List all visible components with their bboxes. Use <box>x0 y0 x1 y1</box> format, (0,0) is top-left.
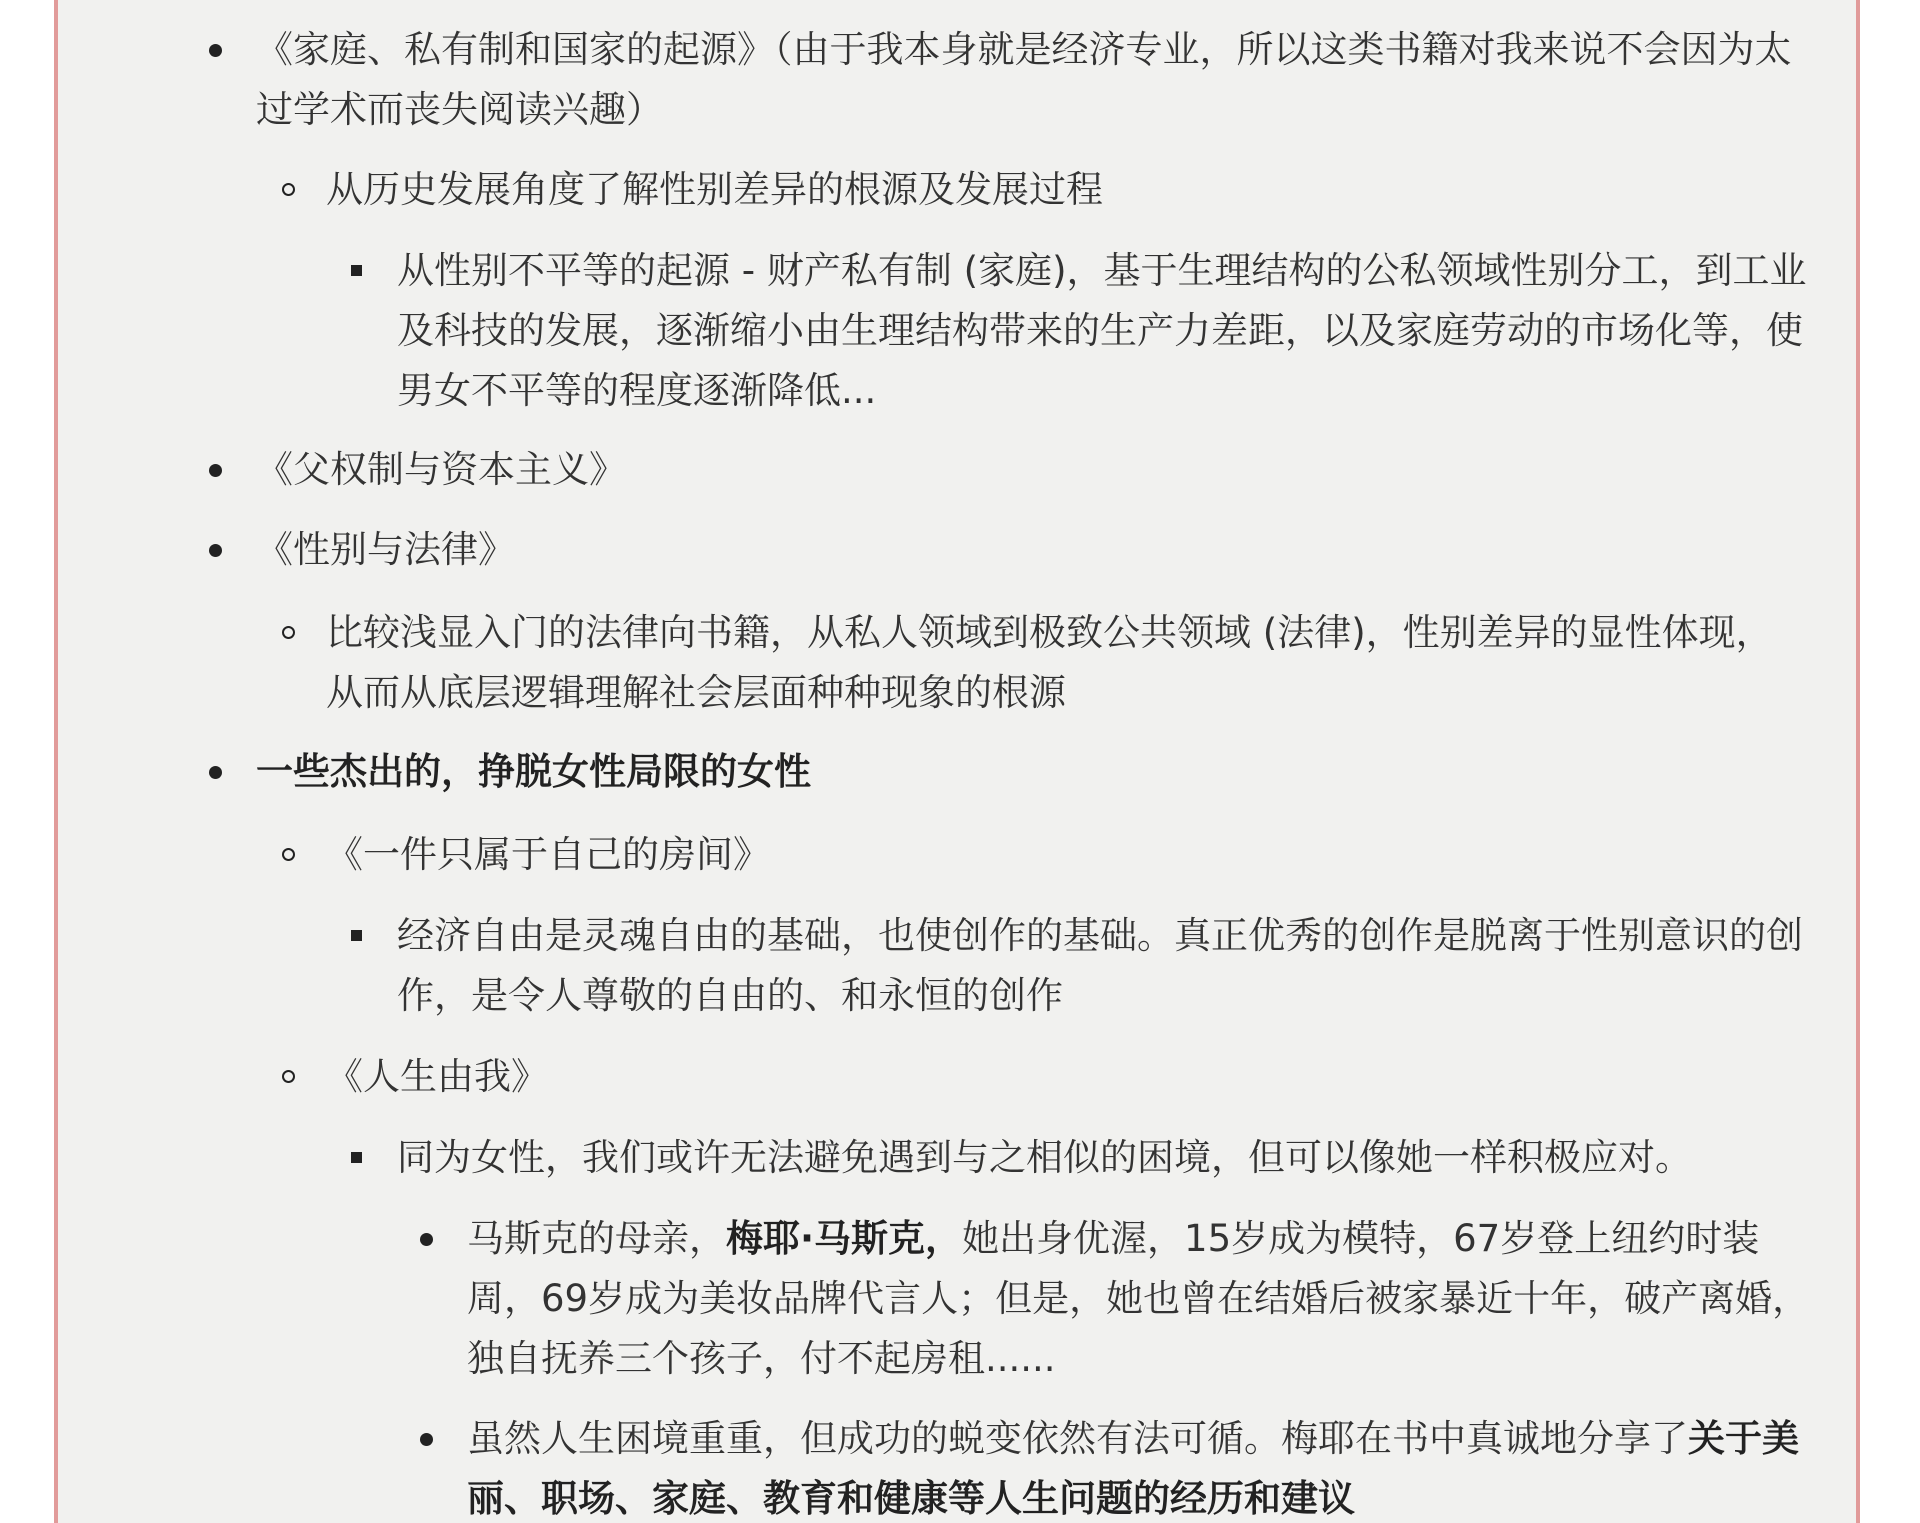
list-item <box>256 742 1816 802</box>
bullet-disc-icon <box>420 1233 433 1246</box>
list-item <box>397 906 1817 1026</box>
bullet-disc-icon <box>209 464 222 477</box>
section-heading <box>256 742 1816 802</box>
section-heading-text: 一些杰出的，挣脱女性局限的女性 <box>256 750 811 793</box>
list-item <box>256 520 1816 580</box>
bullet-circle-icon <box>282 183 295 196</box>
list-item <box>467 1209 1817 1389</box>
book-title: 《性别与法律》 <box>256 528 515 571</box>
bio-text-rest: 她出身优渥，15岁成为模特，67岁登上纽约时装周，69岁成为美妆品牌代言人；但是，她也曾在结婚后被家暴近十年，破产离婚，独自抚养三个孩子，付不起房租...... <box>467 1217 1810 1380</box>
bullet-disc-icon <box>209 766 222 779</box>
bullet-disc-icon <box>209 544 222 557</box>
bullet-circle-icon <box>282 626 295 639</box>
bullet-square-icon <box>351 265 362 276</box>
note-text: 从历史发展角度了解性别差异的根源及发展过程 <box>326 168 1103 211</box>
list-item <box>397 1128 1817 1188</box>
bio-text <box>467 1209 1817 1389</box>
detail-text: 经济自由是灵魂自由的基础，也使创作的基础。真正优秀的创作是脱离于性别意识的创作，是令人尊敬的自由的、和永恒的创作 <box>397 914 1803 1017</box>
note-text: 比较浅显入门的法律向书籍，从私人领域到极致公共领域 (法律)，性别差异的显性体现，从而从底层逻辑理解社会层面种种现象的根源 <box>326 611 1773 714</box>
detail-text: 从性别不平等的起源 - 财产私有制 (家庭)，基于生理结构的公私领域性别分工，到工业及科技的发展，逐渐缩小由生理结构带来的生产力差距，以及家庭劳动的市场化等，使男女不平等的程度逐渐降低... <box>397 249 1807 412</box>
detail-text: 同为女性，我们或许无法避免遇到与之相似的困境，但可以像她一样积极应对。 <box>397 1136 1692 1179</box>
book-title: 《家庭、私有制和国家的起源》（由于我本身就是经济专业，所以这类书籍对我来说不会因为太过学术而丧失阅读兴趣） <box>256 28 1792 131</box>
bullet-disc-icon <box>420 1433 433 1446</box>
list-item <box>467 1409 1817 1523</box>
list-item <box>326 160 1806 220</box>
advice-text-start: 虽然人生困境重重，但成功的蜕变依然有法可循。梅耶在书中真诚地分享了 <box>467 1417 1688 1460</box>
book-title: 《人生由我》 <box>326 1055 548 1098</box>
bullet-circle-icon <box>282 848 295 861</box>
bullet-square-icon <box>351 1152 362 1163</box>
list-item <box>326 1047 1806 1107</box>
list-item <box>326 603 1786 723</box>
advice-text <box>467 1409 1817 1523</box>
bullet-circle-icon <box>282 1070 295 1083</box>
list-item <box>256 440 1816 500</box>
bio-text-start: 马斯克的母亲， <box>467 1217 726 1260</box>
bio-name: 梅耶·马斯克， <box>726 1217 963 1260</box>
list-item <box>326 825 1806 885</box>
advice-highlight: 关于美丽、职场、家庭、教育和健康等人生问题的经历和建议 <box>467 1417 1799 1520</box>
bullet-square-icon <box>351 930 362 941</box>
bullet-disc-icon <box>209 44 222 57</box>
book-title: 《父权制与资本主义》 <box>256 448 626 491</box>
list-item <box>256 20 1816 140</box>
list-item <box>397 241 1817 421</box>
book-title: 《一件只属于自己的房间》 <box>326 833 770 876</box>
